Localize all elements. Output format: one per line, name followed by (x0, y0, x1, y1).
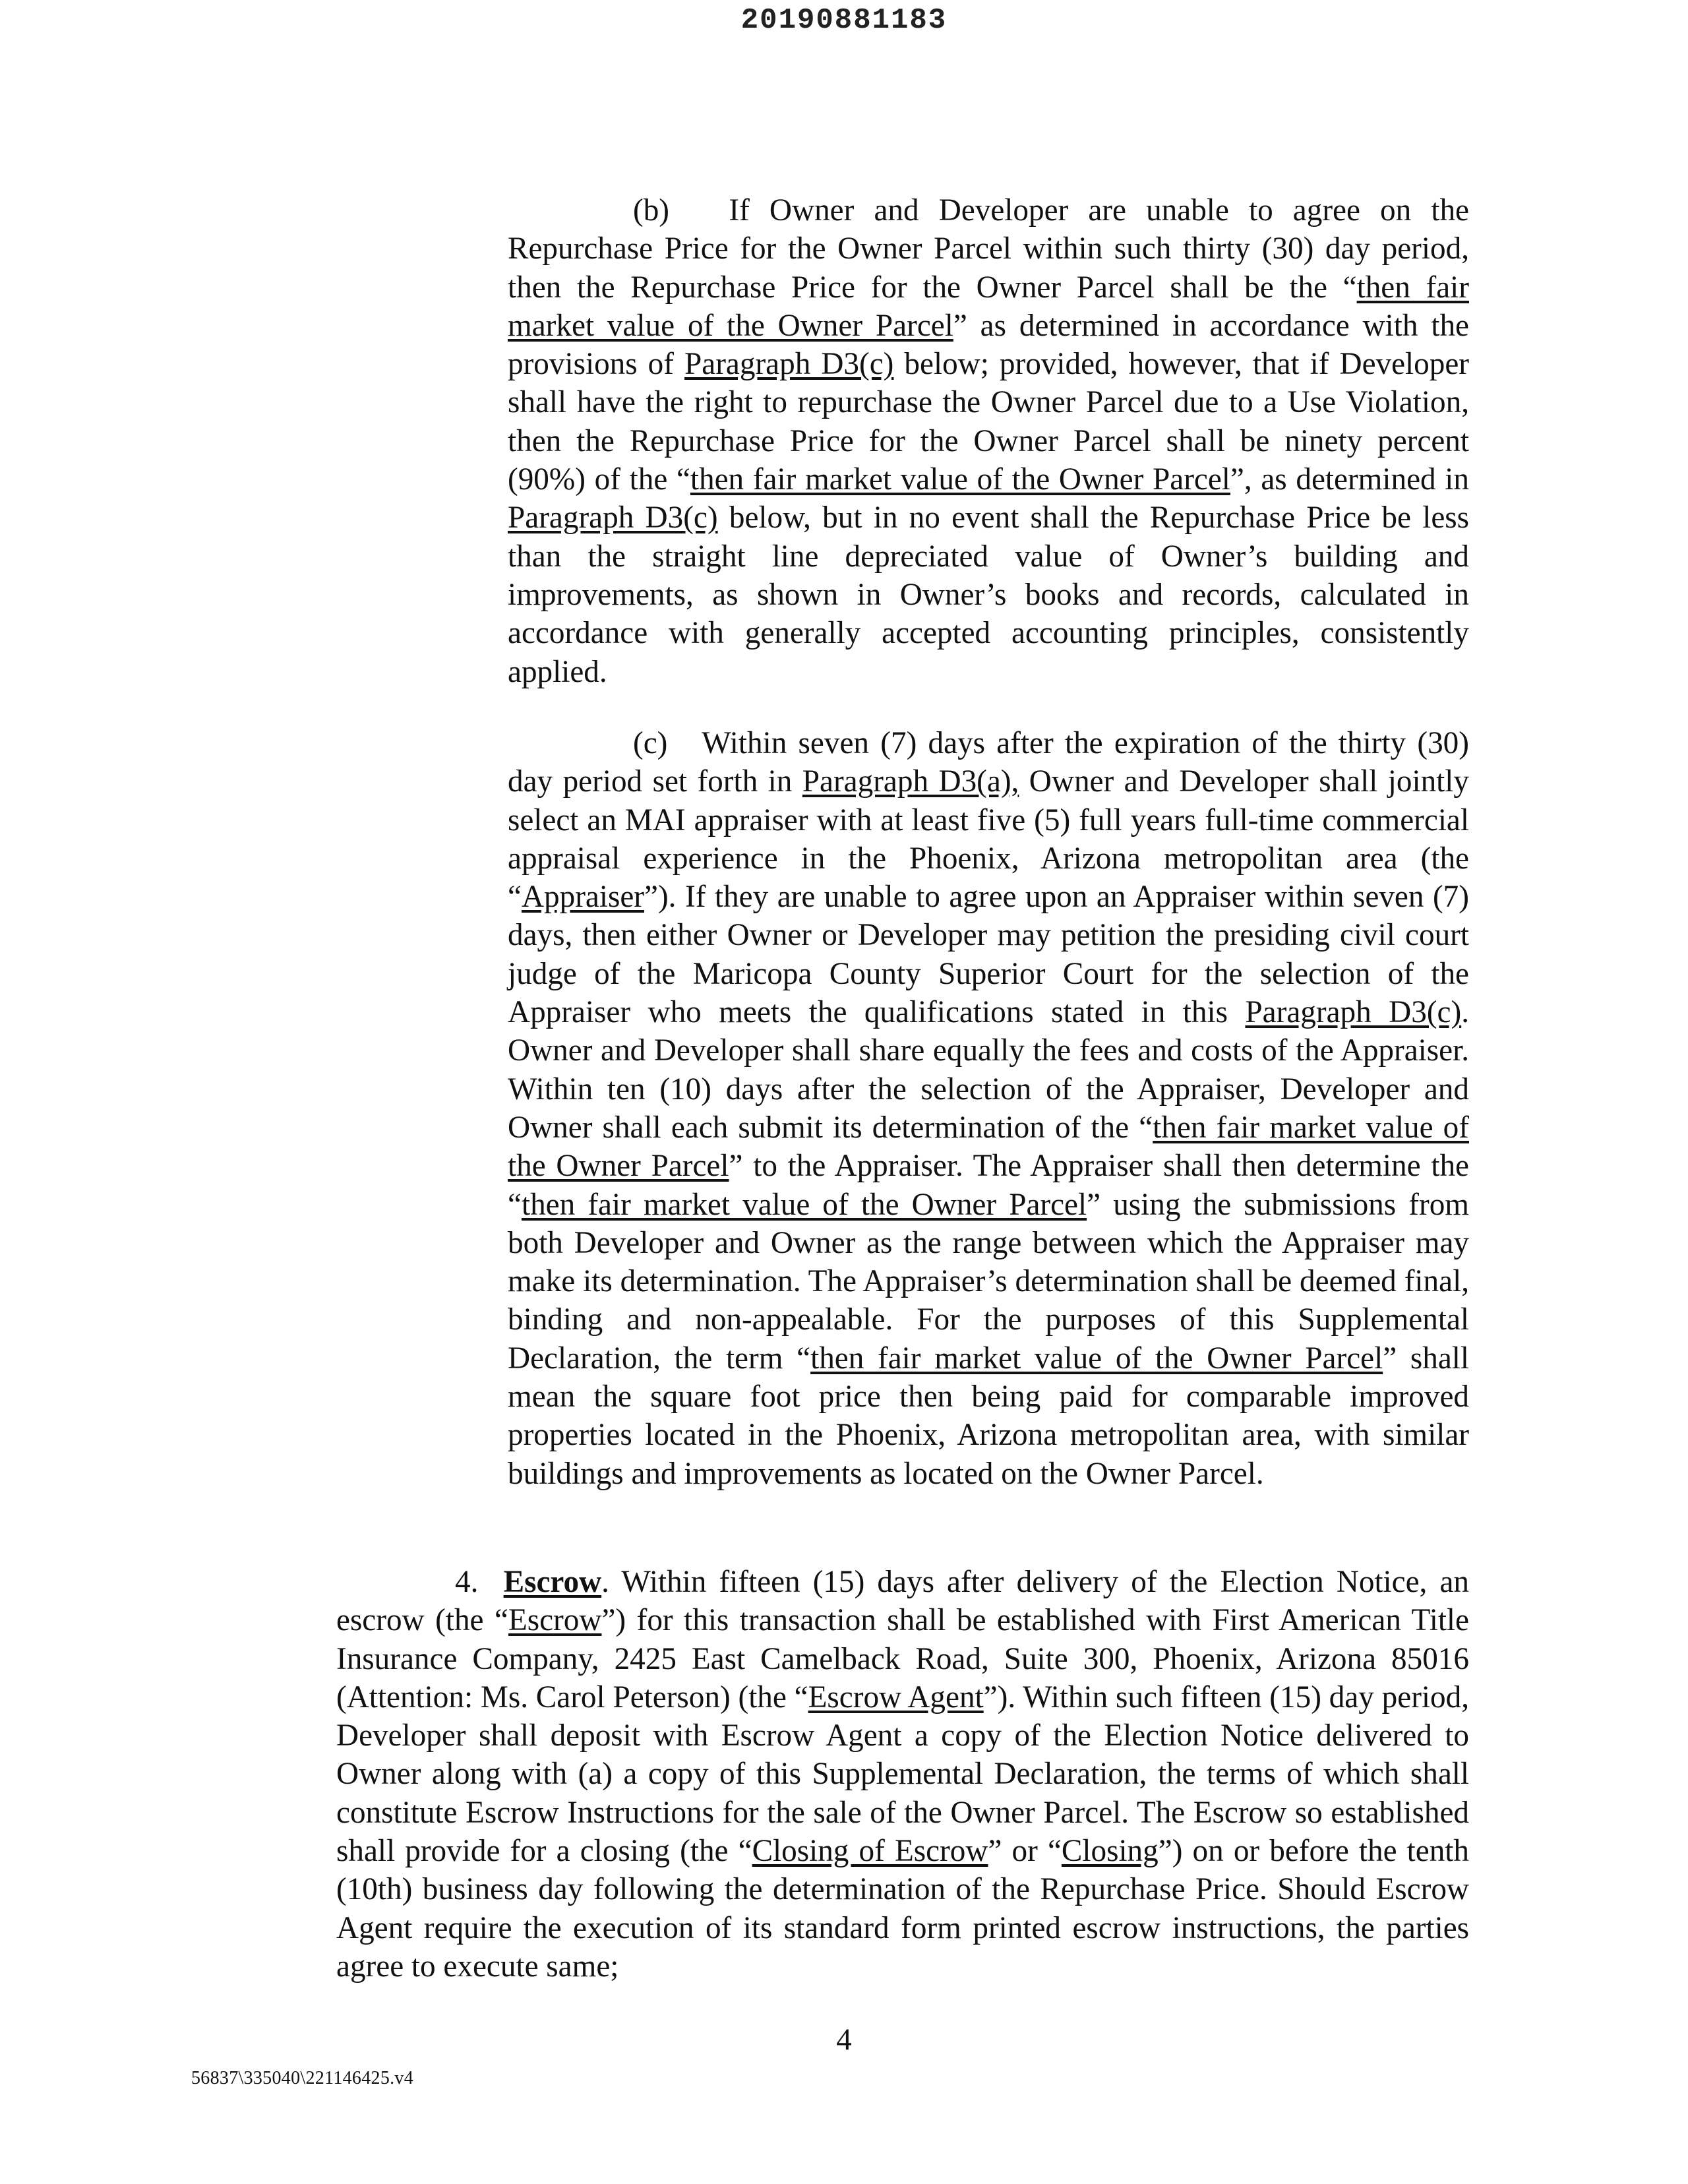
page-number: 4 (836, 2022, 852, 2057)
defined-term: Escrow (508, 1603, 602, 1638)
defined-term: Appraiser (521, 880, 645, 915)
paragraph-reference: Paragraph D3(c) (508, 501, 718, 535)
recording-number: 20190881183 (740, 4, 948, 37)
paragraph-label: (c) (633, 726, 668, 760)
section-4-escrow: 4. Escrow. Within fifteen (15) days after delivery of the Election Notice, an escrow (the “Escrow”) for this transaction shall be established with First American Title Insurance Company, 2425 East Camelback Road, Suite 300, Phoenix, Arizona 85016 (Attention: Ms. Carol Peterson) (the “Escrow Agent”). Within such fifteen (15) day period, Developer shall deposit with Escrow Agent a copy of the Election Notice delivered to Owner along with (a) a copy of this Supplemental Declaration, the terms of which shall constitute Escrow Instructions for the sale of the Owner Parcel. The Escrow so established shall provide for a closing (the “Closing of Escrow” or “Closing”) on or before the tenth (10th) business day following the determination of the Repurchase Price. Should Escrow Agent require the execution of its standard form printed escrow instructions, the parties agree to execute same; (336, 1565, 1470, 1984)
document-id: 56837\335040\221146425.v4 (191, 2068, 414, 2088)
paragraph-d3c: (c) Within seven (7) days after the expiration of the thirty (30) day period set forth in Paragraph D3(a), Owner and Developer shall jointly select an MAI appraiser with at least five (5) full years full-time commercial appraisal experience in the Phoenix, Arizona metropolitan area (the “Appraiser”). If they are unable to agree upon an Appraiser within seven (7) days, then either Owner or Developer may petition the presiding civil court judge of the Maricopa County Superior Court for the selection of the Appraiser who meets the qualifications stated in this Paragraph D3(c). Owner and Developer shall share equally the fees and costs of the Appraiser. Within ten (10) days after the selection of the Appraiser, Developer and Owner shall each submit its determination of the “then fair market value of the Owner Parcel” to the Appraiser. The Appraiser shall then determine the “then fair market value of the Owner Parcel” using the submissions from both Developer and Owner as the range between which the Appraiser may make its determination. The Appraiser’s determination shall be deemed final, binding and non-appealable. For the purposes of this Supplemental Declaration, the term “then fair market value of the Owner Parcel” shall mean the square foot price then being paid for comparable improved properties located in the Phoenix, Arizona metropolitan area, with similar buildings and improvements as located on the Owner Parcel. (508, 726, 1469, 1491)
defined-term: then fair market value of the Owner Parcel (508, 1110, 1469, 1184)
paragraph-reference: Paragraph D3(c) (1245, 995, 1462, 1030)
defined-term: then fair market value of the Owner Parcel (690, 462, 1230, 497)
defined-term: Closing (1061, 1834, 1159, 1869)
defined-term: then fair market value of the Owner Parcel (508, 270, 1469, 343)
defined-term: then fair market value of the Owner Parcel (521, 1187, 1087, 1222)
section-number: 4. (455, 1565, 479, 1599)
paragraph-reference: Paragraph D3(c) (684, 347, 894, 382)
paragraph-d3b: (b) If Owner and Developer are unable to agree on the Repurchase Price for the Owner Parcel within such thirty (30) day period, then the Repurchase Price for the Owner Parcel shall be the “then fair market value of the Owner Parcel” as determined in accordance with the provisions of Paragraph D3(c) below; provided, however, that if Developer shall have the right to repurchase the Owner Parcel due to a Use Violation, then the Repurchase Price for the Owner Parcel shall be ninety percent (90%) of the “then fair market value of the Owner Parcel”, as determined in Paragraph D3(c) below, but in no event shall the Repurchase Price be less than the straight line depreciated value of Owner’s building and improvements, as shown in Owner’s books and records, calculated in accordance with generally accepted accounting principles, consistently applied. (508, 193, 1470, 689)
defined-term: then fair market value of the Owner Parcel (810, 1341, 1383, 1376)
section-heading: Escrow (503, 1565, 602, 1599)
paragraph-label: (b) (633, 193, 670, 228)
defined-term: Escrow Agent (808, 1680, 984, 1714)
paragraph-reference: Paragraph D3(a), (802, 764, 1019, 799)
defined-term: Closing of Escrow (752, 1834, 988, 1869)
